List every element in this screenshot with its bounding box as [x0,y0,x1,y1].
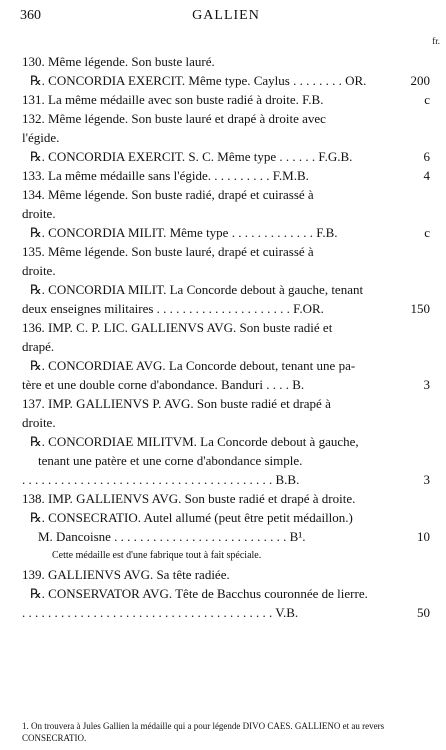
catalogue-line [0,204,446,223]
line-text: ℞. CONCORDIAE AVG. La Concorde debout, tenant une pa- [30,358,356,373]
line-text: ℞. CONCORDIA EXERCIT. Même type. Caylus . . . . . . . . OR. [30,73,367,88]
catalogue-line [0,318,446,337]
catalogue-line [0,375,446,394]
rarity-value: 150 [410,301,430,316]
rarity-value: c [424,225,430,240]
catalogue-line [0,52,446,71]
catalogue-line [0,565,446,584]
line-text: ℞. CONCORDIA MILIT. La Concorde debout à gauche, tenant [30,282,364,297]
catalogue-line [0,508,446,527]
line-text: droite. [22,263,56,278]
line-text: M. Dancoisne . . . . . . . . . . . . . . . . . . . . . . . . . . . B¹. [38,529,306,544]
catalogue-line [0,584,446,603]
line-text: ℞. CONSECRATIO. Autel allumé (peut être petit médaillon.) [30,510,353,525]
rarity-value: 4 [423,168,430,183]
line-text: drapé. [22,339,55,354]
line-text: 138. IMP. GALLIENVS AVG. Son buste radié et drapé à droite. [22,491,356,506]
line-text: ℞. CONCORDIA EXERCIT. S. C. Même type . . . . . . F.G.B. [30,149,353,164]
catalogue-line [0,489,446,508]
rarity-value: 10 [417,529,430,544]
line-text: tenant une patère et une corne d'abondance simple. [38,453,303,468]
catalogue-line [0,356,446,375]
running-title: GALLIEN [192,8,260,23]
catalogue-line [0,470,446,489]
catalogue-line [0,337,446,356]
line-text: 132. Même légende. Son buste lauré et drapé à droite avec [22,111,326,126]
catalogue-line [0,546,446,565]
catalogue-line [0,71,446,90]
catalogue-line [0,527,446,546]
catalogue-line [0,451,446,470]
line-text: ℞. CONCORDIA MILIT. Même type . . . . . . . . . . . . . F.B. [30,225,338,240]
rarity-value: 200 [410,73,430,88]
line-text: ℞. CONCORDIAE MILITVM. La Concorde debout à gauche, [30,434,359,449]
catalogue-line [0,166,446,185]
rarity-value: c [424,92,430,107]
line-text: 131. La même médaille avec son buste radié à droite. F.B. [22,92,324,107]
line-text: l'égide. [22,130,60,145]
line-text: droite. [22,206,56,221]
catalogue-line [0,185,446,204]
rarity-column-header: fr. [432,36,440,46]
line-text: . . . . . . . . . . . . . . . . . . . . . . . . . . . . . . . . . . . . . . . B.B. [22,472,300,487]
catalogue-line [0,147,446,166]
footnote: 1. On trouvera à Jules Gallien la médaille qui a pour légende DIVO CAES. GALLIENO et au revers CONSECRATIO. [22,721,385,743]
line-text: 136. IMP. C. P. LIC. GALLIENVS AVG. Son buste radié et [22,320,333,335]
line-text: . . . . . . . . . . . . . . . . . . . . . . . . . . . . . . . . . . . . . . . V.B. [22,605,299,620]
rarity-value: 3 [423,472,430,487]
line-text: 139. GALLIENVS AVG. Sa tête radiée. [22,567,230,582]
catalogue-line [0,242,446,261]
catalogue-line [0,90,446,109]
line-text: ℞. CONSERVATOR AVG. Tête de Bacchus couronnée de lierre. [30,586,368,601]
catalogue-line [0,299,446,318]
line-text: 133. La même médaille sans l'égide. . . . . . . . . . F.M.B. [22,168,309,183]
catalogue-line [0,261,446,280]
rarity-value: 3 [423,377,430,392]
line-text: 137. IMP. GALLIENVS P. AVG. Son buste radié et drapé à [22,396,331,411]
line-text: 135. Même légende. Son buste lauré, drapé et cuirassé à [22,244,314,259]
catalogue-line [0,280,446,299]
line-text: 134. Même légende. Son buste radié, drapé et cuirassé à [22,187,314,202]
catalogue-line [0,394,446,413]
page-header [20,8,432,26]
line-text: 130. Même légende. Son buste lauré. [22,54,215,69]
line-text: droite. [22,415,56,430]
catalogue-entries [0,52,446,622]
line-text: tère et une double corne d'abondance. Banduri . . . . B. [22,377,305,392]
rarity-value: 6 [423,149,430,164]
rarity-value: 50 [417,605,430,620]
catalogue-line [0,109,446,128]
line-text: Cette médaille est d'une fabrique tout à fait spéciale. [52,550,262,561]
catalogue-line [0,223,446,242]
page-number: 360 [20,8,41,23]
catalogue-line [0,432,446,451]
line-text: deux enseignes militaires . . . . . . . . . . . . . . . . . . . . . F.OR. [22,301,324,316]
catalogue-line [0,128,446,147]
catalogue-line [0,413,446,432]
catalogue-line [0,603,446,622]
